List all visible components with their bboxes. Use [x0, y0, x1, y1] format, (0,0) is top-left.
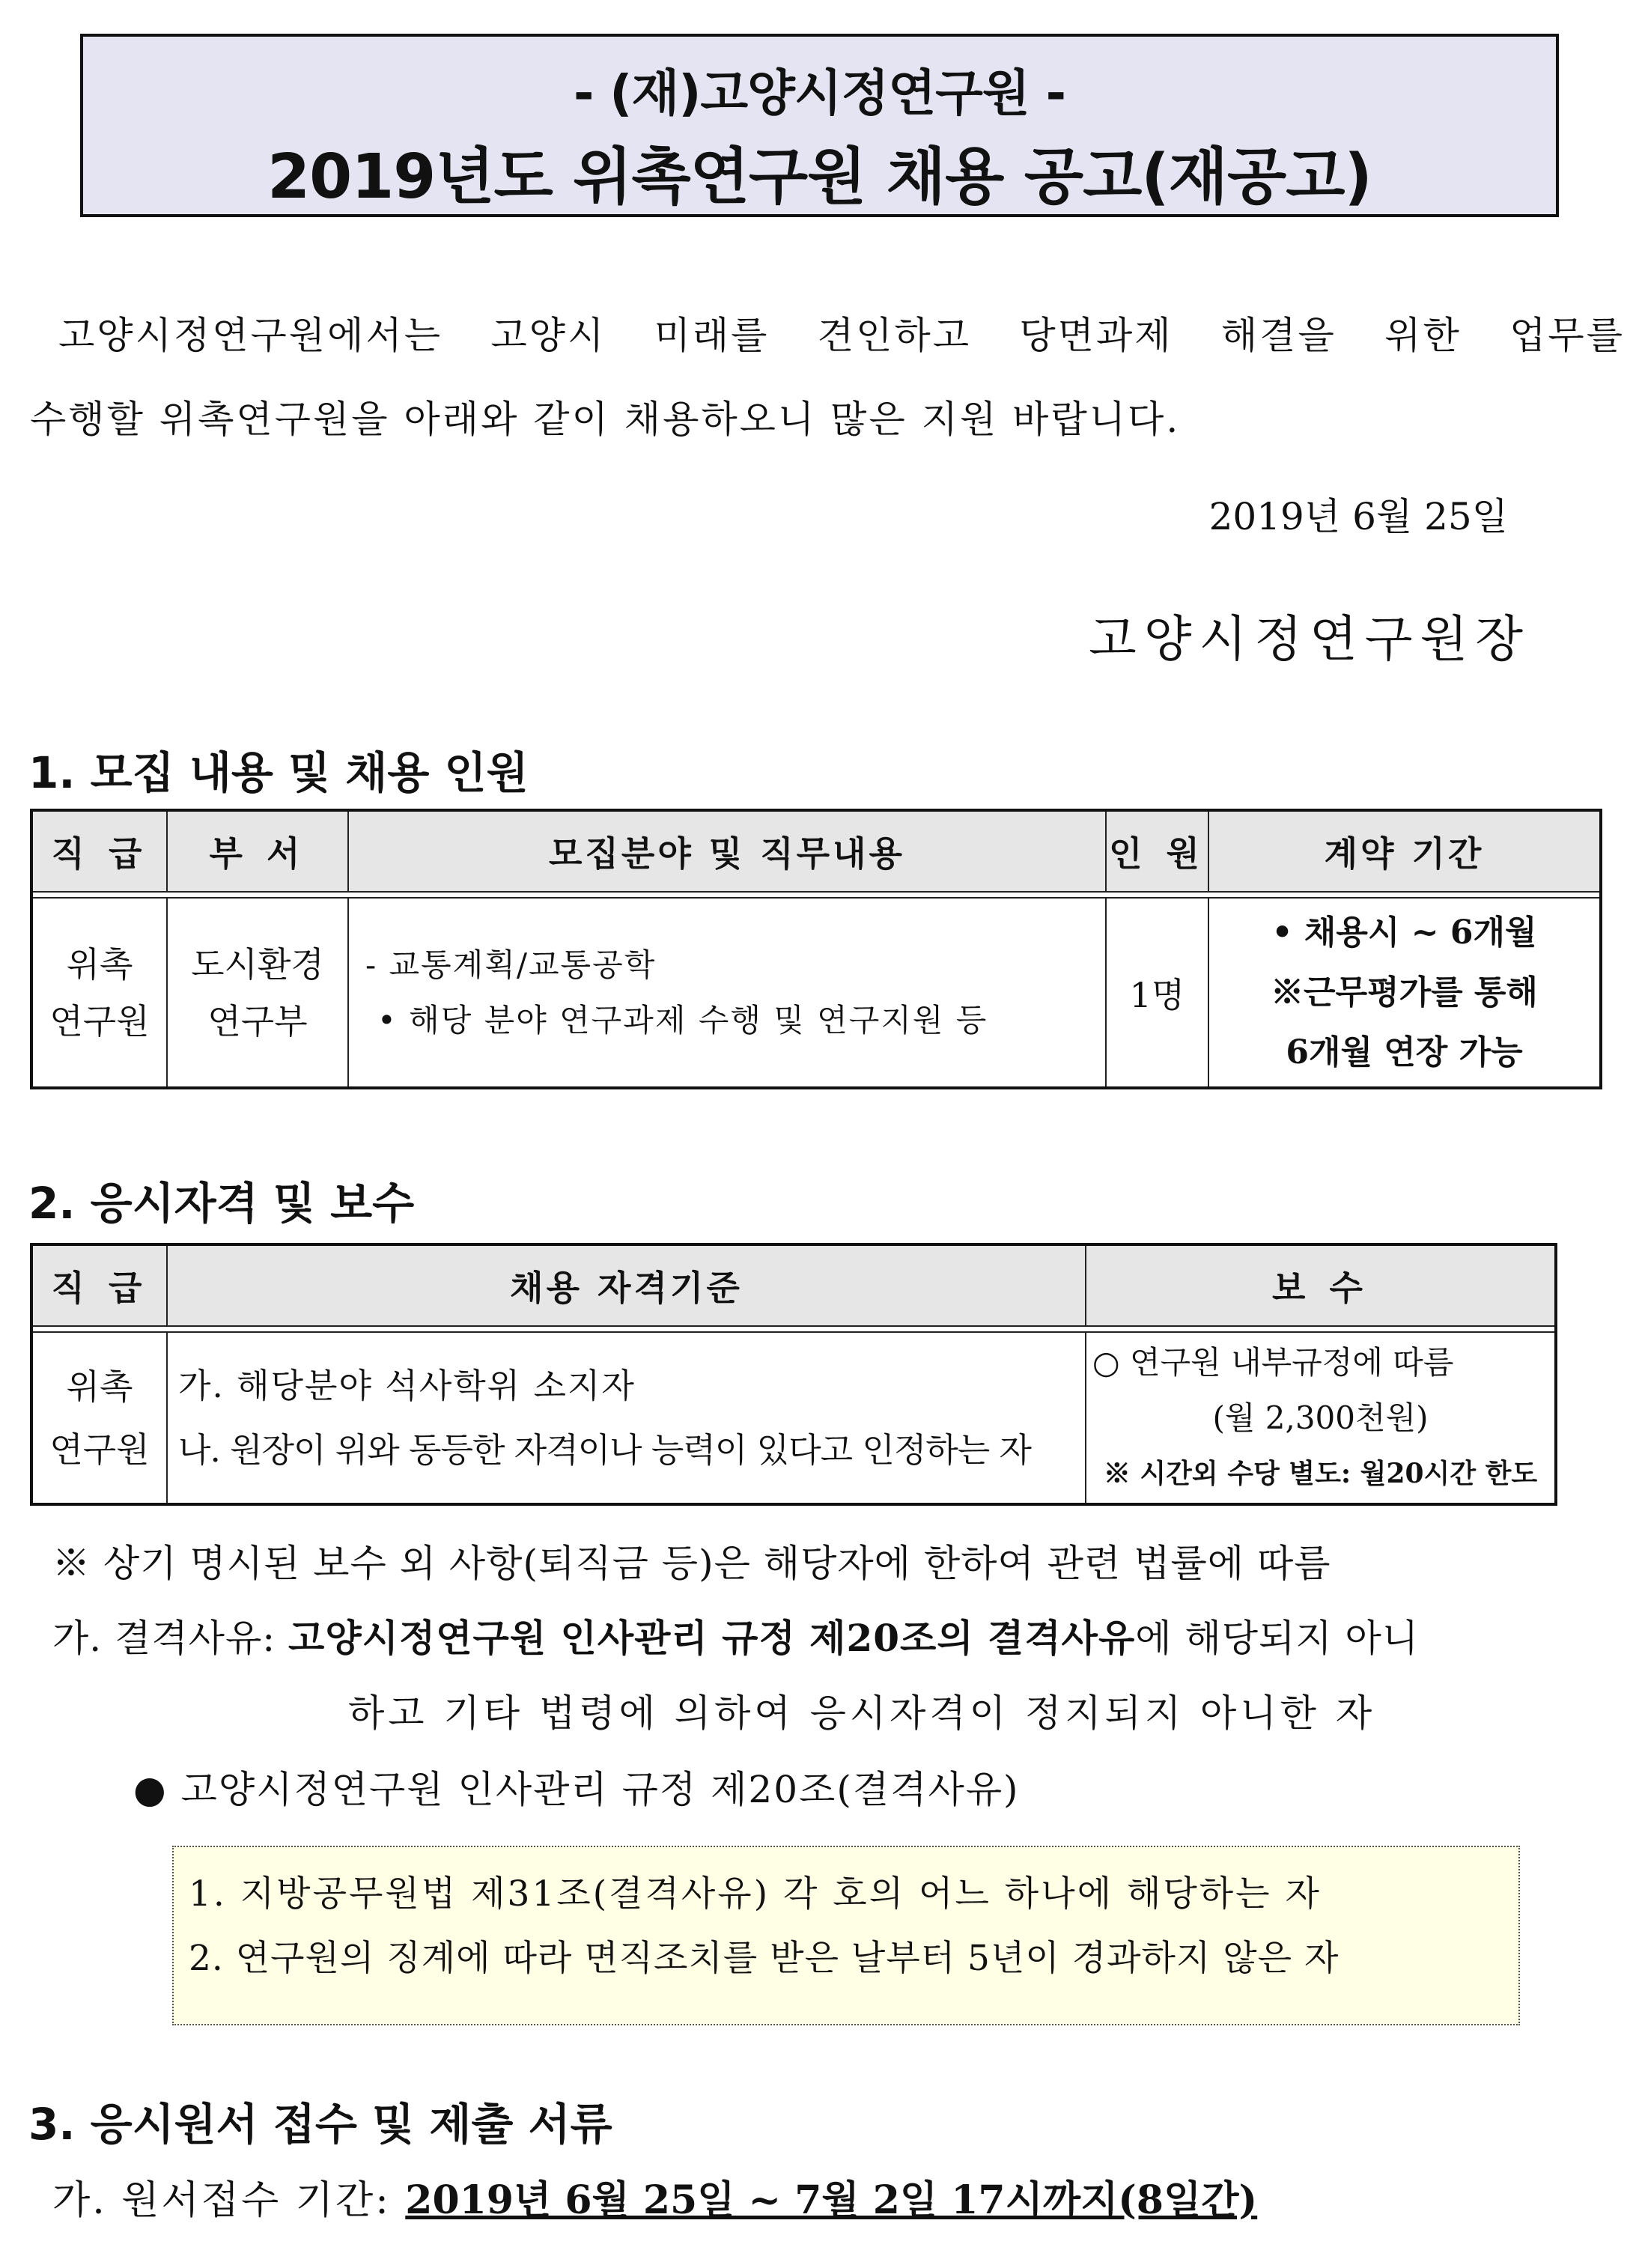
criteria-line-1: 가. 해당분야 석사학위 소지자: [178, 1365, 636, 1405]
col-period: 계약 기간: [1208, 810, 1601, 892]
period-cell: [1208, 898, 1601, 1088]
pay-note: ※ 상기 명시된 보수 외 사항(퇴직금 등)은 해당자에 한하여 관련 법률에 따름: [52, 1542, 1331, 1585]
field-line-1: - 교통계획/교통공학: [365, 946, 657, 983]
box-item-2: 2. 연구원의 징계에 따라 면직조치를 받은 날부터 5년이 경과하지 않은 자: [189, 1938, 1340, 1979]
section1-heading: 1. 모집 내용 및 채용 인원: [28, 747, 529, 798]
bullet-icon: ●: [133, 1768, 168, 1811]
disq-label: 가. 결격사유:: [52, 1617, 289, 1660]
intro-paragraph: [30, 294, 1625, 461]
disq-rule: 고양시정연구원 인사관리 규정 제20조의 결격사유: [288, 1616, 1136, 1660]
field-cell: [348, 898, 1106, 1088]
rank-line-2: 연구원: [49, 1000, 150, 1042]
pay-cell: [1086, 1332, 1556, 1504]
col-criteria: 채용 자격기준: [167, 1244, 1086, 1326]
col-field: 모집분야 및 직무내용: [348, 810, 1106, 892]
period-label: 가. 원서접수 기간:: [52, 2178, 406, 2223]
rank-line-2: 연구원: [49, 1429, 150, 1470]
table-header-row: [31, 810, 1601, 892]
table-row: [31, 1332, 1556, 1504]
col-pay: 보 수: [1086, 1244, 1556, 1326]
notice-date: 2019년 6월 25일: [1208, 495, 1508, 538]
field-line-2: • 해당 분야 연구과제 수행 및 연구지원 등: [377, 1001, 988, 1039]
qualification-table: [30, 1243, 1557, 1506]
rank-line-1: 위촉: [66, 943, 133, 985]
col-dept: 부 서: [167, 810, 348, 892]
criteria-cell: [167, 1332, 1086, 1504]
rank-line-1: 위촉: [66, 1366, 133, 1407]
section3-heading: 3. 응시원서 접수 및 제출 서류: [28, 2099, 612, 2150]
table-row: [31, 898, 1601, 1088]
dept-line-2: 연구부: [207, 1000, 308, 1042]
col-rank: 직 급: [31, 1244, 167, 1326]
rule-bullet: [133, 1760, 1020, 1814]
pay-line-1: ○ 연구원 내부규정에 따름: [1092, 1343, 1454, 1381]
dept-cell: [167, 898, 348, 1088]
application-period: [52, 2168, 1257, 2225]
period-line-1: • 채용시 ~ 6개월: [1271, 913, 1537, 952]
pay-line-3: ※ 시간외 수당 별도: 월20시간 한도: [1103, 1457, 1538, 1489]
period-line-2: ※근무평가를 통해: [1271, 973, 1538, 1012]
recruitment-table: [30, 809, 1602, 1089]
org-name: - (재)고양시정연구원 -: [573, 64, 1066, 122]
dept-line-1: 도시환경: [191, 943, 324, 985]
rank-cell: [31, 898, 167, 1088]
intro-line-2: 수행할 위촉연구원을 아래와 같이 채용하오니 많은 지원 바랍니다.: [30, 398, 1181, 441]
intro-line-1: 고양시정연구원에서는 고양시 미래를 견인하고 당면과제 해결을 위한 업무를: [58, 314, 1625, 357]
notice-title: 2019년도 위촉연구원 채용 공고(재공고): [267, 142, 1372, 213]
title-box: [80, 34, 1559, 217]
signer: 고양시정연구원장: [1088, 610, 1530, 668]
col-rank: 직 급: [31, 810, 167, 892]
period-line-3: 6개월 연장 가능: [1286, 1033, 1523, 1071]
period-value: 2019년 6월 25일 ~ 7월 2일 17시까지(8일간): [405, 2177, 1258, 2223]
disqualification-line-2: 하고 기타 법령에 의하여 응시자격이 정지되지 아니한 자: [348, 1691, 1376, 1735]
count-cell: 1명: [1106, 898, 1208, 1088]
col-count: 인 원: [1106, 810, 1208, 892]
pay-line-2: (월 2,300천원): [1212, 1399, 1429, 1436]
section2-heading: 2. 응시자격 및 보수: [28, 1178, 415, 1229]
disqualification-box: [172, 1846, 1520, 2025]
criteria-line-2: 나. 원장이 위와 동등한 자격이나 능력이 있다고 인정하는 자: [178, 1429, 1032, 1470]
disq-rest: 에 해당되지 아니: [1135, 1617, 1420, 1660]
rank-cell: [31, 1332, 167, 1504]
table-header-row: [31, 1244, 1556, 1326]
disqualification-line-1: [52, 1608, 1419, 1662]
box-item-1: 1. 지방공무원법 제31조(결격사유) 각 호의 어느 하나에 해당하는 자: [189, 1873, 1322, 1915]
rule-bullet-text: 고양시정연구원 인사관리 규정 제20조(결격사유): [180, 1768, 1020, 1811]
